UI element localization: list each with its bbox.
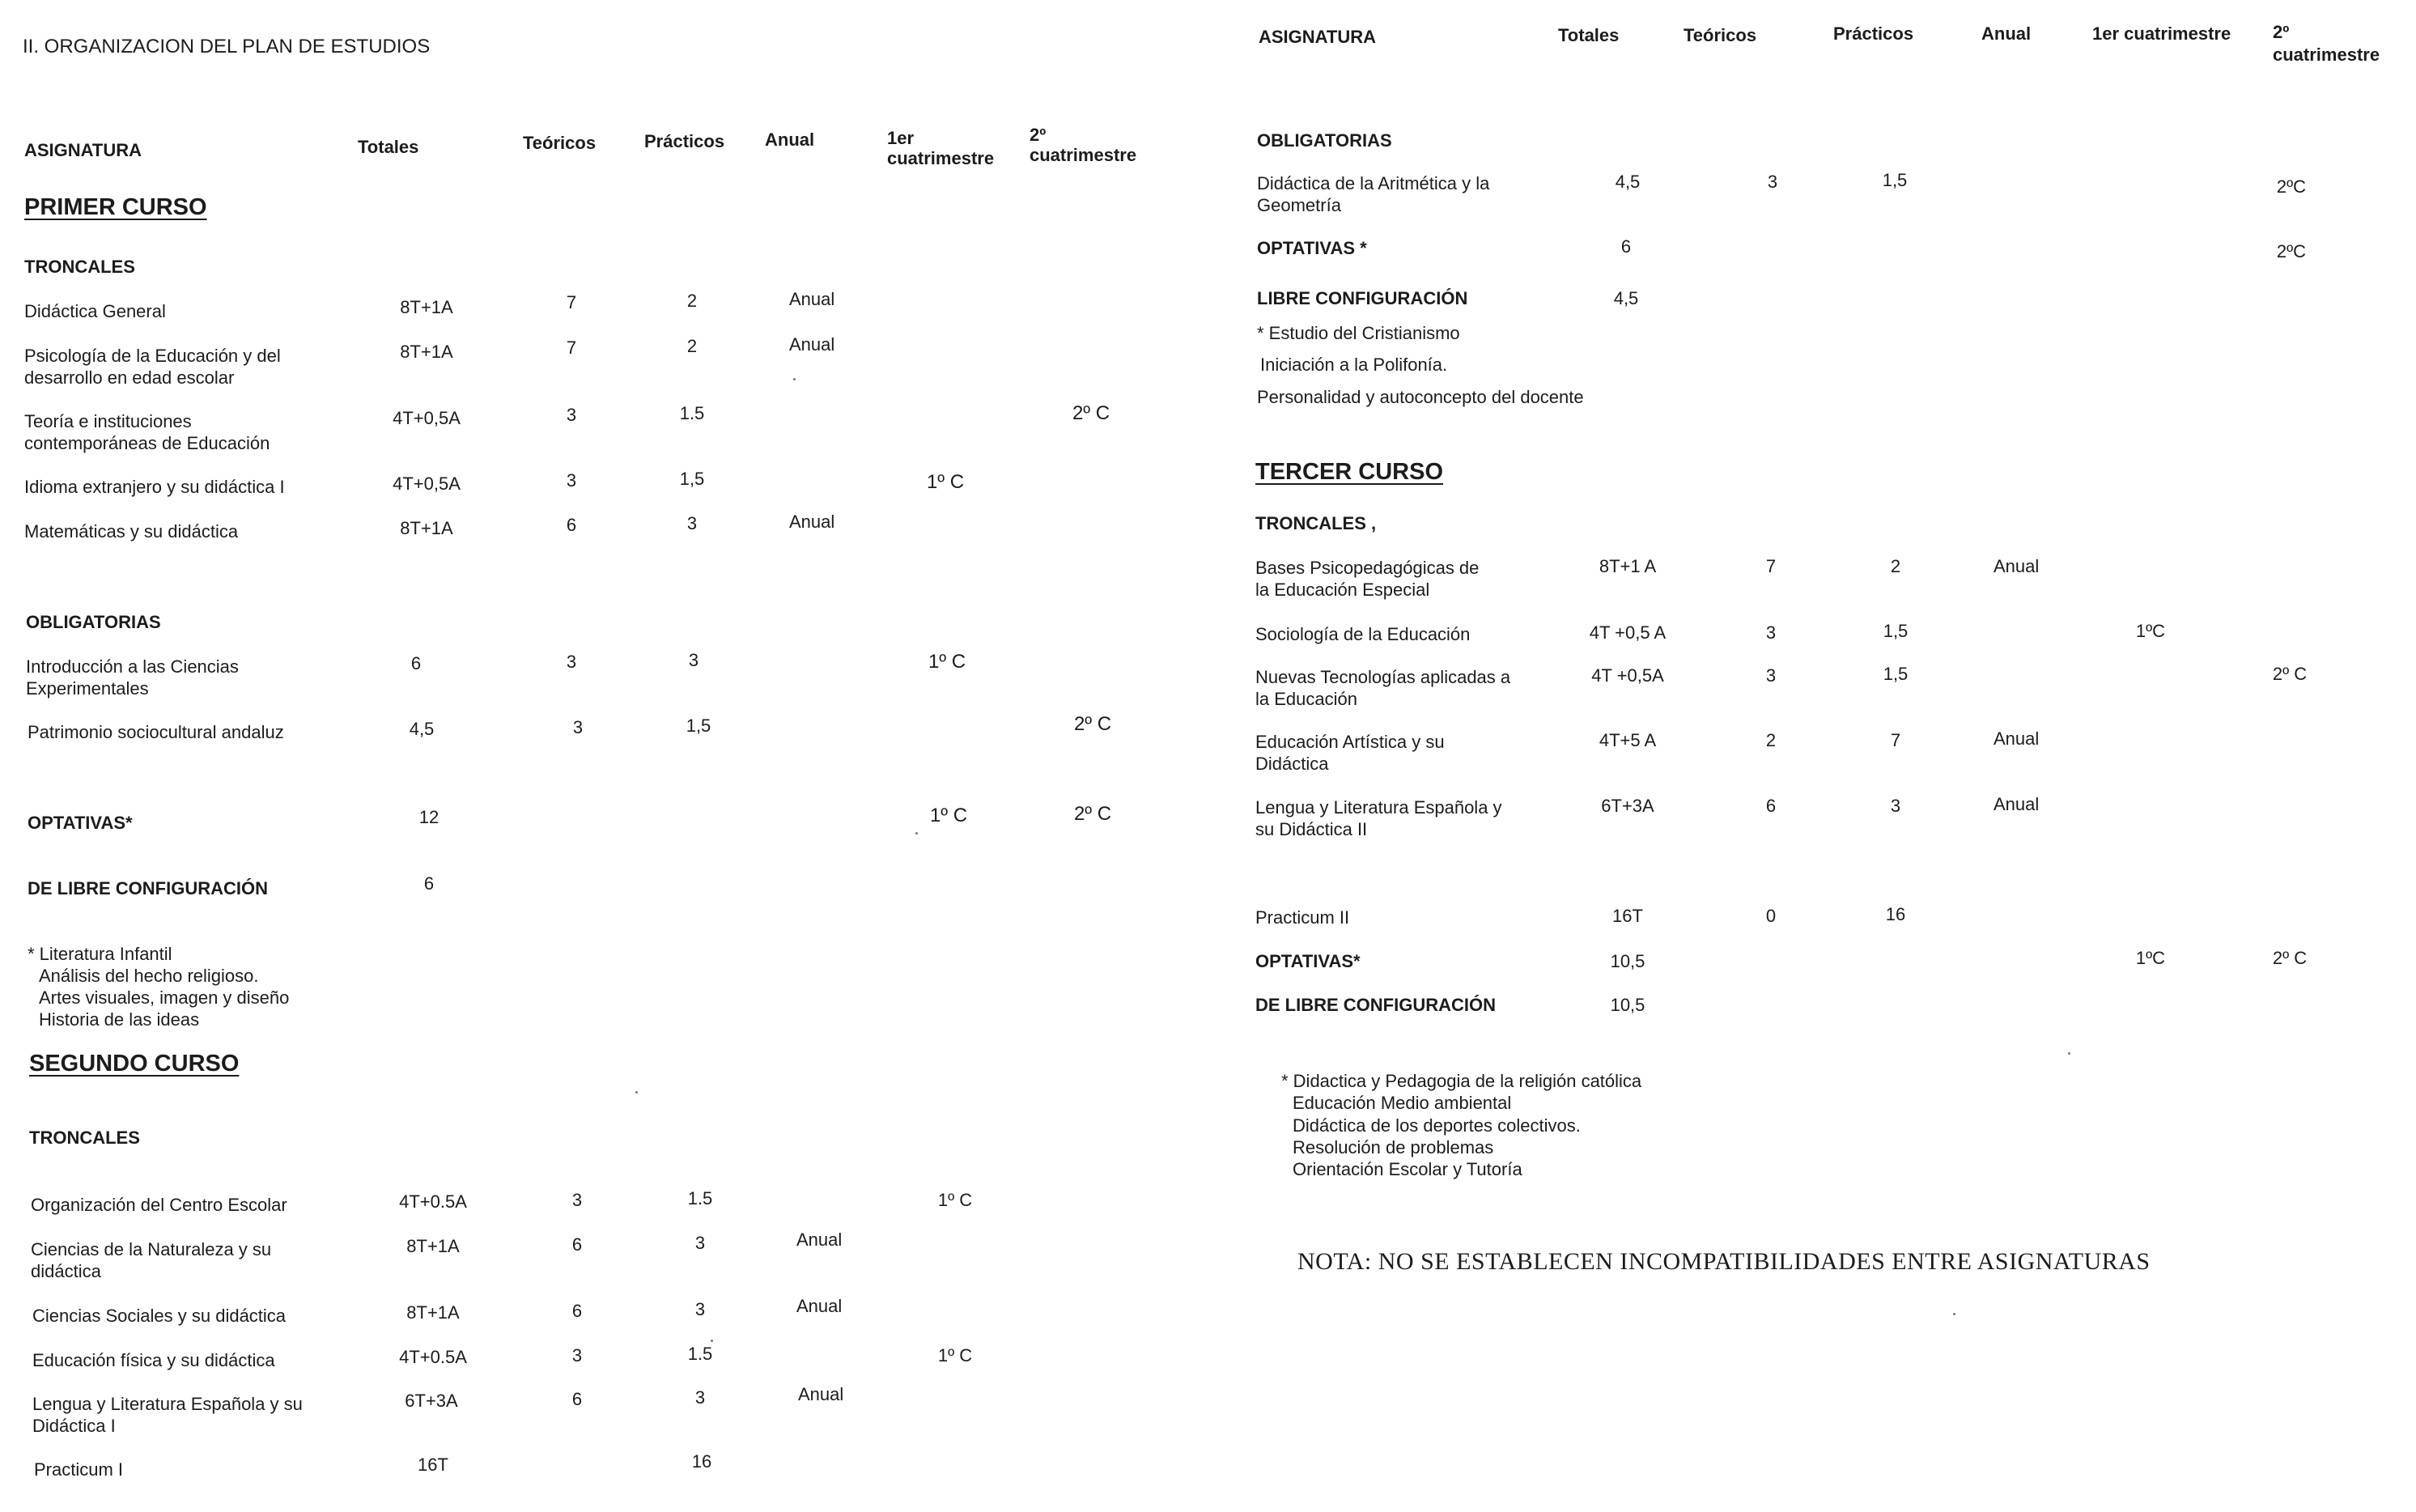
header-anual: Anual [1981,23,2032,44]
note-line: * Didactica y Pedagogia de la religión católica [1281,1071,1642,1091]
subject-name: Organización del Centro Escolar [31,1195,287,1215]
header-2o-line1: 2º [2273,22,2290,42]
totales-value: 4T +0,5A [1591,665,1664,686]
totales-value: 4,5 [409,719,435,739]
practicos-value: 1.5 [679,403,705,423]
note-line: * Literatura Infantil [28,944,172,964]
practicos-value: 3 [694,1233,706,1253]
practicos-value: 1,5 [1883,664,1909,684]
practicos-value: 3 [1890,796,1901,816]
optativas-label: OPTATIVAS * [1257,238,1367,258]
optativas-label: OPTATIVAS* [28,813,133,833]
note-line: Orientación Escolar y Tutoría [1293,1159,1522,1179]
practicos-value: 1.5 [687,1344,713,1364]
libre-configuracion-label: DE LIBRE CONFIGURACIÓN [1255,995,1496,1015]
note-line: Artes visuales, imagen y diseño [39,987,290,1008]
totales-value: 4T+0.5A [399,1347,467,1367]
teoricos-value: 3 [1767,172,1778,192]
anual-value: Anual [789,512,835,532]
teoricos-value: 6 [1765,796,1777,816]
totales-value: 6 [410,653,422,673]
scan-speck [793,378,796,380]
header-1er-line1: 1er [887,128,915,148]
subject-name-cont: Experimentales [26,678,149,699]
subject-name: Patrimonio sociocultural andaluz [28,722,284,742]
subject-name: Educación Artística y su [1255,732,1445,752]
teoricos-value: 3 [566,470,577,491]
teoricos-value: 3 [1765,622,1777,643]
anual-value: Anual [798,1384,844,1404]
segundo-troncales-label: TRONCALES [29,1128,140,1148]
totales-value: 10,5 [1610,995,1645,1015]
teoricos-value: 3 [1765,665,1777,686]
document-title: II. ORGANIZACION DEL PLAN DE ESTUDIOS [23,36,431,57]
practicos-value: 2 [686,291,698,311]
totales-value: 8T+1A [400,342,453,362]
note-line: Resolución de problemas [1293,1137,1494,1157]
c2-value: 2º C [1072,402,1110,424]
totales-value: 8T+1 A [1599,556,1657,576]
practicos-value: 1,5 [1882,170,1908,190]
anual-value: Anual [1994,728,2040,749]
teoricos-value: 3 [572,717,584,737]
c1-value: 1º C [937,1345,973,1365]
primer-troncales-label: TRONCALES [24,257,135,277]
subject-name: Idioma extranjero y su didáctica I [24,477,285,497]
practicos-value: 1,5 [1883,621,1909,641]
subject-name-cont: su Didáctica II [1255,819,1368,839]
tercer-troncales-label: TRONCALES , [1255,513,1377,533]
totales-value: 6 [423,873,435,894]
header-practicos: Prácticos [644,131,725,151]
scan-speck [2068,1052,2070,1055]
header-1er-line2: cuatrimestre [887,148,995,168]
anual-value: Anual [789,334,835,355]
practicos-value: 2 [686,336,698,356]
tercer-curso-heading: TERCER CURSO [1255,459,1444,485]
teoricos-value: 3 [571,1345,583,1365]
teoricos-value: 6 [571,1389,583,1409]
optativas-label: OPTATIVAS* [1255,951,1361,971]
subject-name-cont: desarrollo en edad escolar [24,367,235,388]
c1-value: 1º C [929,805,968,826]
note-line: Iniciación a la Polifonía. [1260,355,1448,375]
scan-speck [635,1091,638,1094]
subject-name: Educación física y su didáctica [32,1350,275,1370]
subject-name: Bases Psicopedagógicas de [1255,558,1480,578]
totales-value: 6 [1620,236,1632,257]
totales-value: 4T+0,5A [393,408,461,428]
teoricos-value: 2 [1765,730,1777,750]
subject-name: Nuevas Tecnologías aplicadas a [1255,667,1511,687]
subject-name: Didáctica de la Aritmética y la [1257,173,1490,193]
scan-speck [1953,1313,1955,1315]
note-line: Análisis del hecho religioso. [39,966,259,986]
header-1er-cuatrimestre: 1er cuatrimestre [2092,23,2231,44]
practicos-value: 1,5 [686,716,711,736]
totales-value: 8T+1A [406,1236,460,1256]
subject-name-cont: didáctica [31,1261,101,1281]
subject-name: Sociología de la Educación [1255,624,1471,644]
practicos-value: 2 [1890,556,1901,576]
subject-name-cont: Geometría [1257,195,1341,215]
teoricos-value: 6 [571,1301,583,1321]
header-2o-line1: 2º [1030,125,1047,145]
subject-name: Matemáticas y su didáctica [24,521,239,542]
teoricos-value: 6 [566,515,577,535]
nota-incompatibilidades: NOTA: NO SE ESTABLECEN INCOMPATIBILIDADES ENTRE ASIGNATURAS [1297,1248,2151,1275]
libre-configuracion-label: LIBRE CONFIGURACIÓN [1257,288,1468,308]
teoricos-value: 3 [566,652,577,672]
note-line: * Estudio del Cristianismo [1257,323,1460,343]
c1-value: 1ºC [2135,948,2166,968]
subject-name: Practicum I [34,1459,124,1480]
totales-value: 4T +0,5 A [1589,622,1667,643]
c1-value: 1º C [928,651,966,673]
c2-value: 2º C [2272,948,2308,968]
subject-name: Lengua y Literatura Española y [1255,797,1502,818]
teoricos-value: 7 [1765,556,1777,576]
subject-name-cont: Didáctica [1255,754,1329,774]
c1-value: 1ºC [2135,621,2166,641]
practicos-value: 16 [1885,904,1906,924]
totales-value: 4T+0.5A [399,1191,467,1212]
totales-value: 12 [418,807,439,827]
note-line: Personalidad y autoconcepto del docente [1257,387,1584,407]
header-asignatura: ASIGNATURA [24,140,142,160]
subject-name: Ciencias Sociales y su didáctica [32,1306,287,1326]
scan-speck [711,1340,713,1342]
teoricos-value: 3 [571,1190,583,1210]
anual-value: Anual [1994,794,2040,814]
c2-value: 2º C [2272,664,2308,684]
c1-value: 1º C [937,1190,973,1210]
header-anual: Anual [765,130,815,150]
note-line: Didáctica de los deportes colectivos. [1293,1115,1581,1136]
header-teoricos: Teóricos [1684,25,1757,45]
practicos-value: 3 [688,650,699,670]
c1-value: 1º C [926,471,965,493]
c2-value: 2ºC [2276,241,2307,261]
teoricos-value: 3 [566,405,577,425]
practicos-value: 3 [686,513,698,533]
totales-value: 6T+3A [405,1391,458,1411]
subject-name: Psicología de la Educación y del [24,346,281,366]
header-teoricos: Teóricos [523,133,597,153]
c2-value: 2º C [1073,803,1112,825]
primer-obligatorias-label: OBLIGATORIAS [26,612,161,632]
note-line: Educación Medio ambiental [1293,1093,1512,1113]
teoricos-value: 0 [1765,906,1777,926]
c2-value: 2º C [1073,713,1112,735]
practicos-value: 1,5 [679,469,705,489]
totales-value: 4T+0,5A [393,474,461,494]
totales-value: 4T+5 A [1599,730,1657,750]
note-line: Historia de las ideas [39,1009,200,1030]
anual-value: Anual [796,1296,843,1316]
subject-name: Ciencias de la Naturaleza y su [31,1239,272,1259]
header-totales: Totales [358,137,419,157]
anual-value: Anual [1994,556,2040,576]
totales-value: 10,5 [1610,951,1645,971]
practicos-value: 1.5 [687,1188,713,1208]
totales-value: 16T [1612,906,1643,926]
header-practicos: Prácticos [1833,23,1914,44]
totales-value: 8T+1A [400,518,453,538]
practicos-value: 7 [1890,730,1901,750]
subject-name-cont: la Educación Especial [1255,580,1430,600]
practicos-value: 16 [691,1451,712,1472]
segundo-obligatorias-label: OBLIGATORIAS [1257,130,1392,151]
primer-curso-heading: PRIMER CURSO [24,194,207,220]
totales-value: 4,5 [1613,288,1639,308]
totales-value: 16T [418,1455,448,1475]
subject-name: Teoría e instituciones [24,411,192,431]
subject-name-cont: Didáctica I [32,1416,116,1436]
subject-name: Didáctica General [24,301,166,321]
header-2o-line2: cuatrimestre [2273,45,2380,65]
teoricos-value: 6 [571,1234,583,1255]
practicos-value: 3 [694,1299,706,1319]
header-2o-line2: cuatrimestre [1030,145,1137,165]
subject-name: Introducción a las Ciencias [26,656,239,677]
totales-value: 4,5 [1615,172,1641,192]
totales-value: 8T+1A [400,297,453,317]
scan-speck [915,832,918,835]
subject-name-cont: contemporáneas de Educación [24,433,270,453]
anual-value: Anual [789,289,835,309]
subject-name: Practicum II [1255,907,1350,928]
header-asignatura: ASIGNATURA [1259,27,1377,47]
c2-value: 2ºC [2276,176,2307,197]
practicos-value: 3 [694,1387,706,1408]
subject-name: Lengua y Literatura Española y su [32,1394,303,1414]
libre-configuracion-label: DE LIBRE CONFIGURACIÓN [28,878,268,898]
teoricos-value: 7 [566,338,577,358]
teoricos-value: 7 [566,292,577,312]
segundo-curso-heading: SEGUNDO CURSO [29,1051,240,1077]
subject-name-cont: la Educación [1255,689,1357,709]
totales-value: 8T+1A [406,1302,460,1323]
anual-value: Anual [796,1230,843,1250]
header-totales: Totales [1558,25,1620,45]
totales-value: 6T+3A [1601,796,1654,816]
